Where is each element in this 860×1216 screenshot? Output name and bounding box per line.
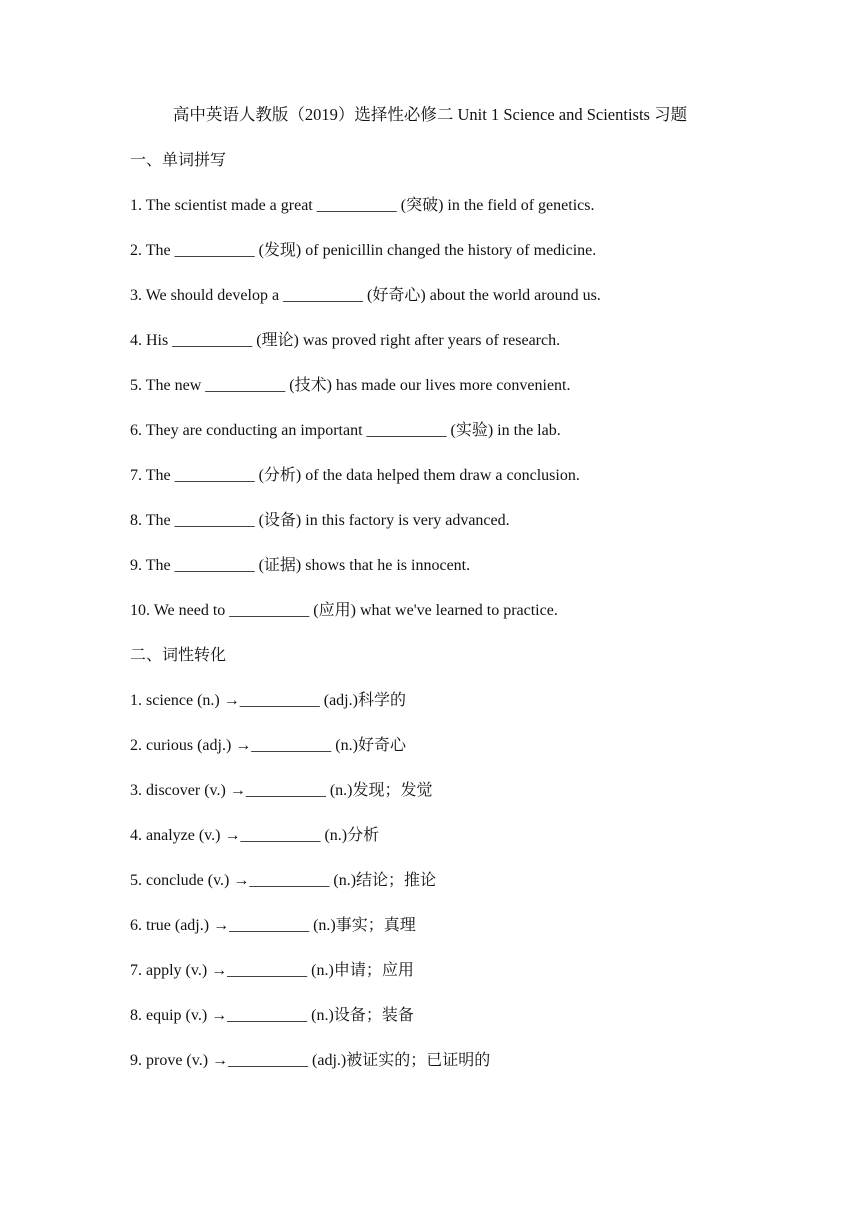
- spelling-item: 6. They are conducting an important __________ (实验) in the lab.: [130, 422, 561, 439]
- word-formation-item: 4. analyze (v.) →__________ (n.)分析: [130, 827, 380, 844]
- word-formation-item: 5. conclude (v.) →__________ (n.)结论；推论: [130, 872, 437, 889]
- spelling-item: 7. The __________ (分析) of the data helped them draw a conclusion.: [130, 467, 580, 484]
- word-formation-item: 2. curious (adj.) →__________ (n.)好奇心: [130, 737, 406, 754]
- spelling-item: 9. The __________ (证据) shows that he is innocent.: [130, 557, 471, 574]
- spelling-item: 4. His __________ (理论) was proved right after years of research.: [130, 332, 561, 349]
- spelling-item: 8. The __________ (设备) in this factory is very advanced.: [130, 512, 510, 529]
- spelling-item: 5. The new __________ (技术) has made our lives more convenient.: [130, 377, 571, 394]
- spelling-item: 3. We should develop a __________ (好奇心) about the world around us.: [130, 287, 601, 304]
- spelling-item: 1. The scientist made a great __________ (突破) in the field of genetics.: [130, 197, 595, 214]
- document-title: 高中英语人教版（2019）选择性必修二 Unit 1 Science and Scientists 习题: [172, 105, 688, 124]
- word-formation-item: 7. apply (v.) →__________ (n.)申请；应用: [130, 962, 414, 979]
- spelling-item: 10. We need to __________ (应用) what we've learned to practice.: [130, 602, 558, 619]
- section-heading-word-formation: 二、词性转化: [130, 647, 227, 664]
- word-formation-item: 3. discover (v.) →__________ (n.)发现；发觉: [130, 782, 433, 799]
- spelling-item: 2. The __________ (发现) of penicillin changed the history of medicine.: [130, 242, 597, 259]
- word-formation-item: 1. science (n.) →__________ (adj.)科学的: [130, 692, 406, 709]
- word-formation-item: 9. prove (v.) →__________ (adj.)被证实的；已证明的: [130, 1052, 491, 1069]
- word-formation-item: 8. equip (v.) →__________ (n.)设备；装备: [130, 1007, 414, 1024]
- word-formation-item: 6. true (adj.) →__________ (n.)事实；真理: [130, 917, 416, 934]
- section-heading-spelling: 一、单词拼写: [130, 152, 227, 169]
